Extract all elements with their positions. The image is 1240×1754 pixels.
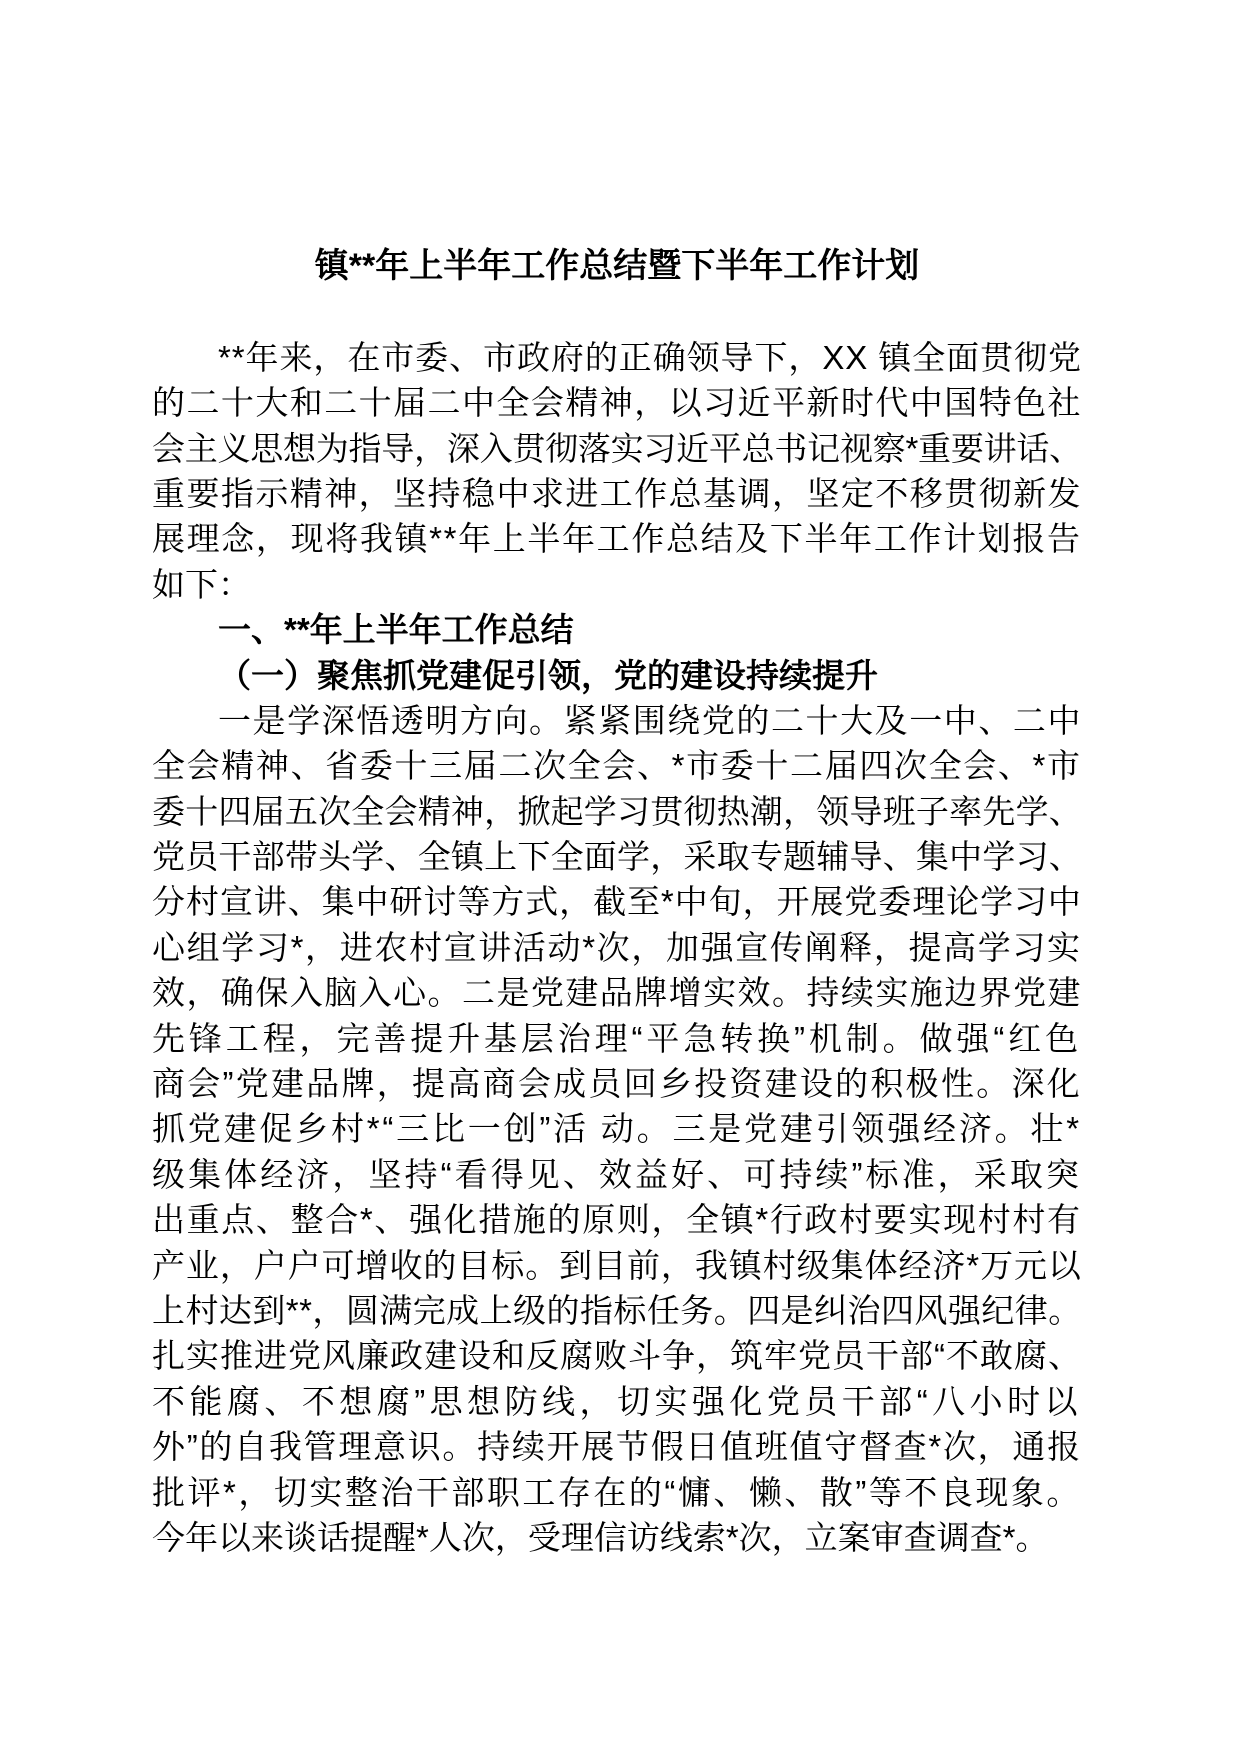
- line-text: 全会精神、省委十三届二次全会、*市委十二届四次全会、*市: [152, 747, 1082, 785]
- paragraph-line: [152, 1106, 1082, 1151]
- paragraph-line: [152, 1243, 1082, 1288]
- line-text: 党员干部带头学、全镇上下全面学，采取专题辅导、集中学习、: [152, 838, 1082, 876]
- line-text: 的二十大和二十届二中全会精神，以习近平新时代中国特色社: [152, 384, 1082, 422]
- document-body: [152, 244, 1082, 1560]
- line-text: 展理念，现将我镇**年上半年工作总结及下半年工作计划报告: [152, 520, 1082, 558]
- paragraph-line: [152, 1061, 1082, 1106]
- line-text: 不能腐、不想腐”思想防线，切实强化党员干部“八小时以: [152, 1382, 1082, 1420]
- line-text: 重要指示精神，坚持稳中求进工作总基调，坚定不移贯彻新发: [152, 474, 1082, 512]
- section-heading-2: [152, 653, 1082, 698]
- paragraph-line: [152, 970, 1082, 1015]
- line-text: 心组学习*，进农村宣讲活动*次，加强宣传阐释，提高学习实: [152, 928, 1082, 966]
- line-text: 外”的自我管理意识。持续开展节假日值班值守督查*次，通报: [152, 1428, 1082, 1466]
- line-text: 级集体经济，坚持“看得见、效益好、可持续”标准，采取突: [152, 1155, 1082, 1193]
- line-text: （一）聚焦抓党建促引领，党的建设持续提升: [218, 656, 878, 694]
- line-text: 分村宣讲、集中研讨等方式，截至*中旬，开展党委理论学习中: [152, 883, 1082, 921]
- paragraph-line: [152, 789, 1082, 834]
- line-text: 会主义思想为指导，深入贯彻落实习近平总书记视察*重要讲话、: [152, 429, 1082, 467]
- line-text: 委十四届五次全会精神，掀起学习贯彻热潮，领导班子率先学、: [152, 792, 1082, 830]
- line-text: 镇**年上半年工作总结暨下半年工作计划: [314, 247, 920, 285]
- paragraph-line: [152, 335, 1082, 380]
- paragraph-line: [152, 562, 1082, 607]
- paragraph-line: [152, 743, 1082, 788]
- paragraph-line: [152, 1152, 1082, 1197]
- paragraph-line: [152, 1379, 1082, 1424]
- paragraph-line: [152, 1333, 1082, 1378]
- paragraph-line: [152, 1470, 1082, 1515]
- line-text: 效，确保入脑入心。二是党建品牌增实效。持续实施边界党建: [152, 974, 1082, 1012]
- paragraph-line: [152, 380, 1082, 425]
- line-text: 批评*，切实整治干部职工存在的“慵、懒、散”等不良现象。: [152, 1473, 1082, 1511]
- line-text: 一是学深悟透明方向。紧紧围绕党的二十大及一中、二中: [218, 701, 1082, 739]
- paragraph-line: [152, 698, 1082, 743]
- paragraph-line: [152, 1424, 1082, 1469]
- line-text: 扎实推进党风廉政建设和反腐败斗争，筑牢党员干部“不敢腐、: [152, 1337, 1082, 1375]
- line-text: 产业，户户可增收的目标。到目前，我镇村级集体经济*万元以: [152, 1246, 1082, 1284]
- section-heading-1: [152, 607, 1082, 652]
- paragraph-line: [152, 471, 1082, 516]
- paragraph-line: [152, 879, 1082, 924]
- paragraph-line: [152, 1288, 1082, 1333]
- line-text: 今年以来谈话提醒*人次，受理信访线索*次，立案审查调查*。: [152, 1518, 1049, 1556]
- line-text: 一、**年上半年工作总结: [218, 611, 574, 649]
- blank-line: [152, 289, 1082, 334]
- line-text: 商会”党建品牌，提高商会成员回乡投资建设的积极性。深化: [152, 1065, 1082, 1103]
- paragraph-line: [152, 426, 1082, 471]
- paragraph-line: [152, 1016, 1082, 1061]
- paragraph-line: [152, 925, 1082, 970]
- paragraph-line: [152, 1515, 1082, 1560]
- line-text: 抓党建促乡村*“三比一创”活 动。三是党建引领强经济。壮*: [152, 1110, 1082, 1148]
- line-text: **年来，在市委、市政府的正确领导下，XX 镇全面贯彻党: [218, 338, 1082, 376]
- line-text: 出重点、整合*、强化措施的原则，全镇*行政村要实现村村有: [152, 1201, 1082, 1239]
- paragraph-line: [152, 516, 1082, 561]
- paragraph-line: [152, 834, 1082, 879]
- document-title: [152, 244, 1082, 289]
- line-text: 如下：: [152, 565, 251, 603]
- paragraph-line: [152, 1197, 1082, 1242]
- line-text: 上村达到**，圆满完成上级的指标任务。四是纠治四风强纪律。: [152, 1291, 1082, 1329]
- line-text: 先锋工程，完善提升基层治理“平急转换”机制。做强“红色: [152, 1019, 1082, 1057]
